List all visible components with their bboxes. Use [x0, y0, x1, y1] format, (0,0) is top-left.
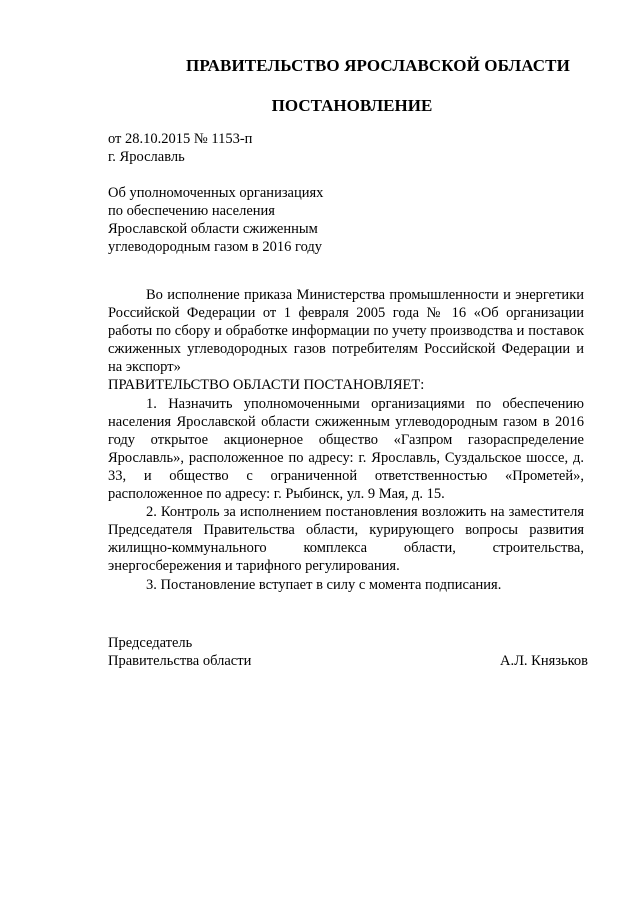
signer-position-line-1: Председатель — [108, 635, 193, 651]
preamble-paragraph: Во исполнение приказа Министерства промышленности и энергетики Российской Федерации от 1 февраля 2005 года № 16 «Об организации работы по сбору и обработке информации по учету производства и поставок сжиженных углеводородных газов потребителям Российской Федерации и на экспорт» — [108, 287, 584, 376]
place: г. Ярославль — [108, 149, 185, 165]
signer-name: А.Л. Князьков — [499, 653, 588, 669]
signer-position-line-2: Правительства области — [108, 653, 252, 669]
organization-title: ПРАВИТЕЛЬСТВО ЯРОСЛАВСКОЙ ОБЛАСТИ — [186, 56, 570, 75]
item-2-paragraph: 2. Контроль за исполнением постановления возложить на заместителя Председателя Правительства области, курирующего вопросы развития жилищно-коммунального комплекса области, строительства, энергосбережения и тарифного регулирования. — [108, 504, 584, 575]
item-1-paragraph: 1. Назначить уполномоченными организациями по обеспечению населения Ярославской области сжиженным углеводородным газом в 2016 году открытое акционерное общество «Газпром газораспределение Ярославль», расположенное по адресу: г. Ярославль, Суздальское шоссе, д. 33, и общество с ограниченной ответственностью «Прометей», расположенное по адресу: г. Рыбинск, ул. 9 Мая, д. 15. — [108, 395, 584, 503]
subject-line: углеводородным газом в 2016 году — [108, 239, 323, 255]
item-3-paragraph: 3. Постановление вступает в силу с момента подписания. — [146, 576, 502, 593]
subject-line: Ярославской области сжиженным — [108, 221, 318, 237]
subject-line: по обеспечению населения — [108, 203, 275, 219]
document-body — [108, 286, 584, 594]
document-type-title: ПОСТАНОВЛЕНИЕ — [271, 96, 433, 115]
signature-row — [108, 652, 588, 670]
signature-block — [108, 634, 588, 670]
subject-line: Об уполномоченных организациях — [108, 185, 324, 201]
resolves-heading: ПРАВИТЕЛЬСТВО ОБЛАСТИ ПОСТАНОВЛЯЕТ: — [108, 377, 425, 394]
document-subject — [108, 184, 323, 256]
document-meta — [108, 130, 252, 166]
date-number: от 28.10.2015 № 1153-п — [108, 131, 253, 147]
